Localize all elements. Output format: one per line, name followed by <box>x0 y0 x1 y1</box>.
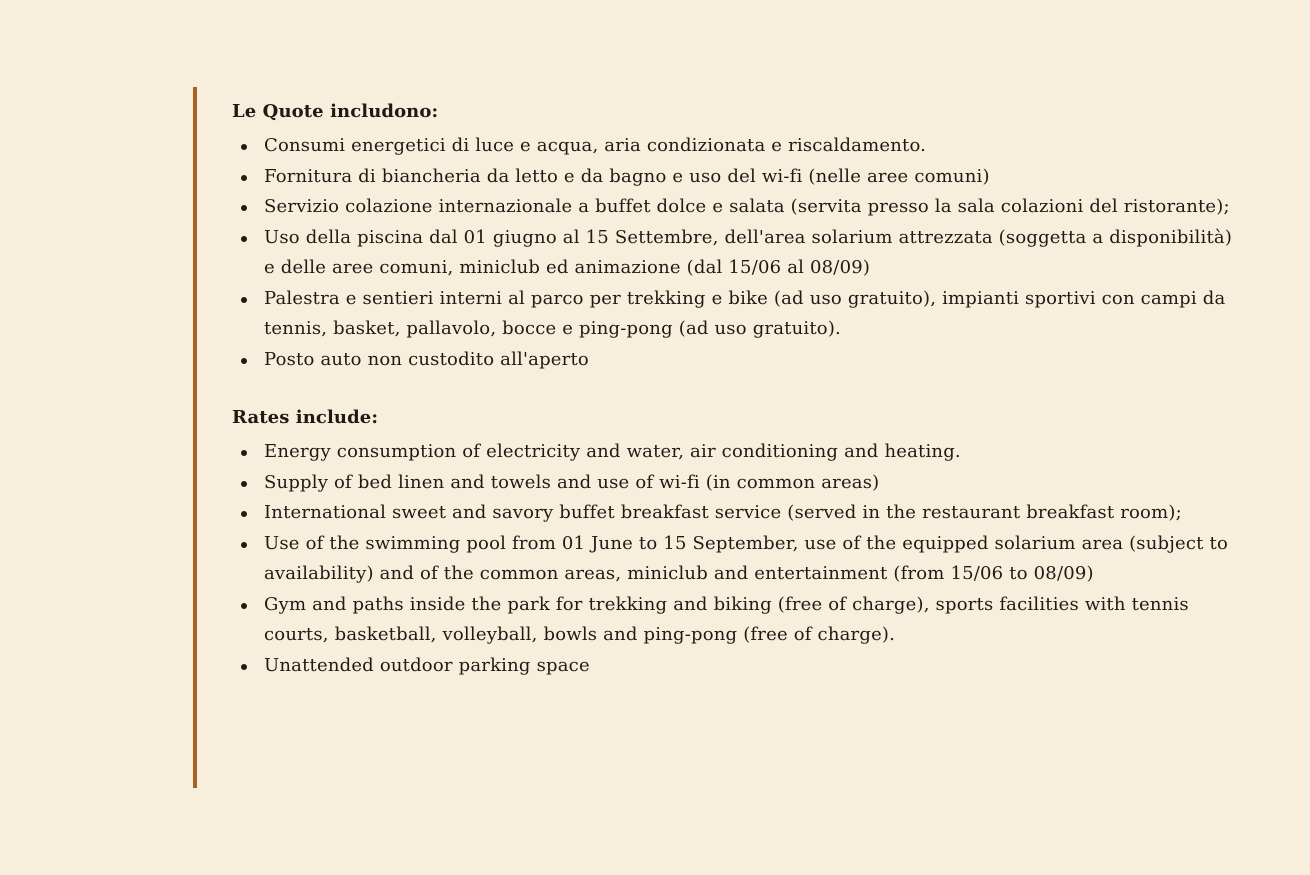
bullet-icon <box>241 481 247 487</box>
bullet-icon <box>241 175 247 181</box>
list-item <box>232 437 1253 468</box>
english-heading: Rates include: <box>232 407 379 428</box>
list-item <box>232 162 1253 193</box>
bullet-icon <box>241 297 247 303</box>
list-item-text: Use of the swimming pool from 01 June to 15 September, use of the equipped solarium area (subject to availability) and of the common areas, miniclub and entertainment (from 15/06 to 08/09) <box>264 532 1228 584</box>
italian-heading: Le Quote includono: <box>232 101 439 122</box>
list-item-text: Consumi energetici di luce e acqua, aria condizionata e riscaldamento. <box>264 135 927 156</box>
bullet-icon <box>241 358 247 364</box>
rates-quote-block <box>193 87 1253 788</box>
list-item-text: Energy consumption of electricity and water, air conditioning and heating. <box>264 441 961 462</box>
list-item <box>232 498 1253 529</box>
bullet-icon <box>241 542 247 548</box>
list-item <box>232 131 1253 162</box>
list-item-text: Unattended outdoor parking space <box>264 654 590 676</box>
bullet-icon <box>241 205 247 211</box>
bullet-icon <box>241 144 247 150</box>
list-item <box>232 468 1253 499</box>
list-item-text: Gym and paths inside the park for trekking and biking (free of charge), sports facilities with tennis courts, basketball, volleyball, bowls and ping-pong (free of charge). <box>264 593 1189 645</box>
list-item-text: Fornitura di biancheria da letto e da bagno e uso del wi-fi (nelle aree comuni) <box>264 165 990 187</box>
list-item-text: Posto auto non custodito all'aperto <box>264 348 589 370</box>
bullet-icon <box>241 450 247 456</box>
english-inclusions-list <box>232 437 1253 681</box>
list-item <box>232 590 1253 651</box>
list-item-text: Palestra e sentieri interni al parco per trekking e bike (ad uso gratuito), impianti sportivi con campi da tennis, basket, pallavolo, bocce e ping-pong (ad uso gratuito). <box>264 287 1226 339</box>
list-item <box>232 651 1253 682</box>
list-item <box>232 284 1253 345</box>
list-item <box>232 345 1253 376</box>
list-item <box>232 223 1253 284</box>
list-item <box>232 529 1253 590</box>
bullet-icon <box>241 236 247 242</box>
bullet-icon <box>241 511 247 517</box>
list-item-text: Uso della piscina dal 01 giugno al 15 Settembre, dell'area solarium attrezzata (soggetta a disponibilità) e delle aree comuni, miniclub ed animazione (dal 15/06 al 08/09) <box>264 226 1233 278</box>
list-item-text: Servizio colazione internazionale a buffet dolce e salata (servita presso la sala colazioni del ristorante); <box>264 196 1230 217</box>
list-item <box>232 192 1253 223</box>
list-item-text: International sweet and savory buffet breakfast service (served in the restaurant breakfast room); <box>264 502 1182 523</box>
bullet-icon <box>241 603 247 609</box>
italian-inclusions-list <box>232 131 1253 375</box>
bullet-icon <box>241 664 247 670</box>
list-item-text: Supply of bed linen and towels and use of wi-fi (in common areas) <box>264 471 880 493</box>
